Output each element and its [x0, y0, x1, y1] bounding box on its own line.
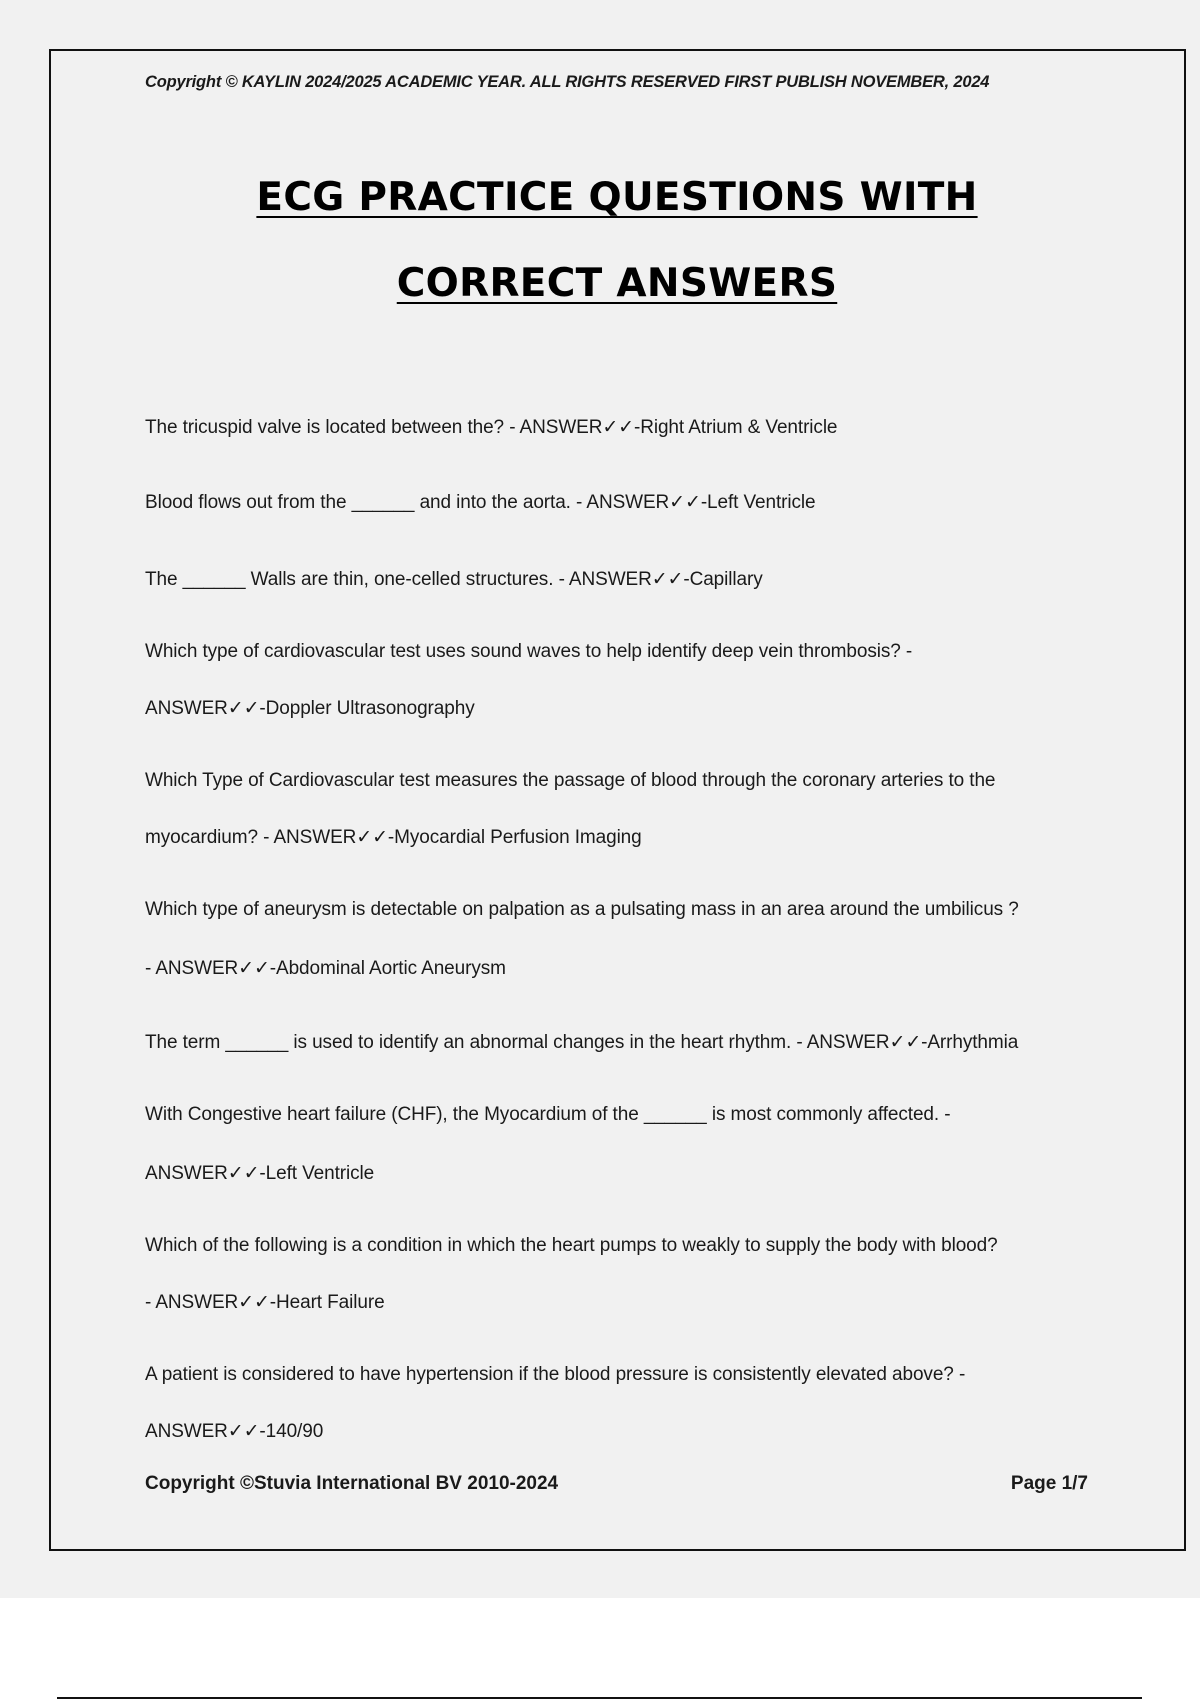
qa-line: Which of the following is a condition in which the heart pumps to weakly to supply the body with blood?: [145, 1235, 998, 1256]
page-number: Page 1/7: [1010, 1473, 1088, 1494]
qa-line: - ANSWER✓✓-Abdominal Aortic Aneurysm: [145, 958, 506, 979]
qa-line: ANSWER✓✓-Left Ventricle: [145, 1163, 375, 1184]
qa-line: The term ______ is used to identify an abnormal changes in the heart rhythm. - ANSWER✓✓-Arrhythmia: [145, 1032, 1019, 1053]
document-title-line-2: CORRECT ANSWERS: [396, 261, 838, 306]
qa-line: ANSWER✓✓-Doppler Ultrasonography: [145, 698, 475, 719]
footer-copyright: Copyright ©Stuvia International BV 2010-2024: [145, 1473, 559, 1494]
qa-line: The tricuspid valve is located between the? - ANSWER✓✓-Right Atrium & Ventricle: [145, 417, 838, 438]
qa-line: A patient is considered to have hypertension if the blood pressure is consistently elevated above? -: [145, 1364, 966, 1385]
header-copyright: Copyright © KAYLIN 2024/2025 ACADEMIC YEAR. ALL RIGHTS RESERVED FIRST PUBLISH NOVEMBER, 2024: [145, 73, 990, 91]
qa-line: - ANSWER✓✓-Heart Failure: [145, 1292, 385, 1313]
qa-line: Which Type of Cardiovascular test measures the passage of blood through the coronary arteries to the: [145, 770, 996, 791]
qa-line: With Congestive heart failure (CHF), the Myocardium of the ______ is most commonly affected. -: [145, 1104, 951, 1125]
qa-line: ANSWER✓✓-140/90: [145, 1421, 324, 1442]
qa-line: Blood flows out from the ______ and into the aorta. - ANSWER✓✓-Left Ventricle: [145, 492, 816, 513]
bottom-divider: [57, 1697, 1142, 1699]
qa-line: The ______ Walls are thin, one-celled structures. - ANSWER✓✓-Capillary: [145, 569, 763, 590]
qa-line: Which type of cardiovascular test uses sound waves to help identify deep vein thrombosis? -: [145, 641, 913, 662]
document-title-line-1: ECG PRACTICE QUESTIONS WITH: [256, 175, 978, 220]
qa-line: Which type of aneurysm is detectable on palpation as a pulsating mass in an area around the umbilicus ?: [145, 899, 1019, 920]
qa-line: myocardium? - ANSWER✓✓-Myocardial Perfusion Imaging: [145, 827, 642, 848]
